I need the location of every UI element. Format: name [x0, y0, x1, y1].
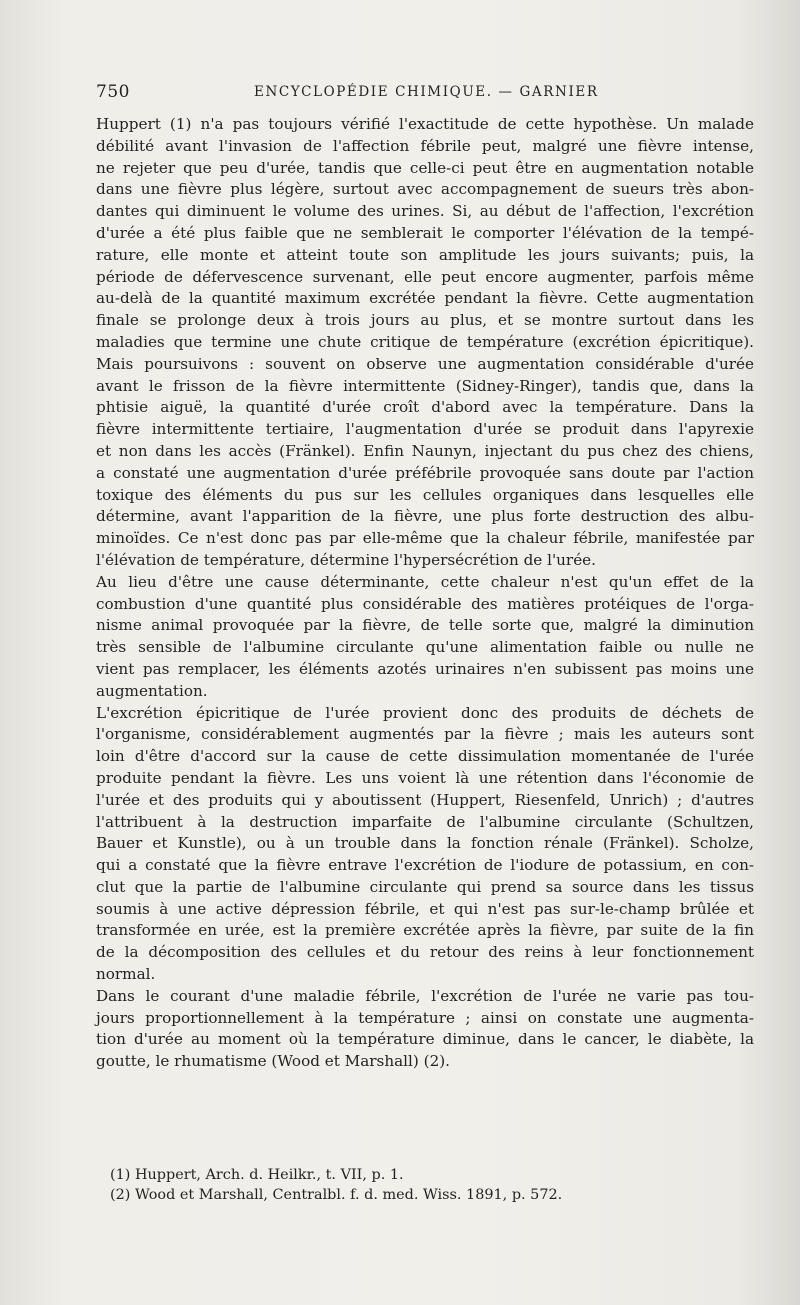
text-line: Bauer et Kunstle), ou à un trouble dans la fonction rénale (Fränkel). Scholze,	[96, 834, 754, 853]
text-line: minoïdes. Ce n'est donc pas par elle-même que la chaleur fébrile, manifestée par	[96, 529, 754, 548]
text-line: maladies que termine une chute critique de température (excrétion épicritique).	[96, 332, 754, 351]
text-line: goutte, le rhumatisme (Wood et Marshall) (2).	[96, 1052, 450, 1071]
text-line: l'élévation de température, détermine l'hypersécrétion de l'urée.	[96, 550, 597, 569]
text-line: Au lieu d'être une cause déterminante, cette chaleur n'est qu'un effet de la	[96, 572, 754, 591]
text-line: avant le frisson de la fièvre intermittente (Sidney-Ringer), tandis que, dans la	[96, 376, 754, 395]
text-line: Dans le courant d'une maladie fébrile, l'excrétion de l'urée ne varie pas tou-	[96, 986, 754, 1005]
text-line: a constaté une augmentation d'urée préfébrile provoquée sans doute par l'action	[96, 463, 754, 482]
text-line: l'attribuent à la destruction imparfaite de l'albumine circulante (Schultzen,	[96, 812, 754, 831]
text-line: transformée en urée, est la première excrétée après la fièvre, par suite de la fin	[96, 921, 754, 940]
running-head: ENCYCLOPÉDIE CHIMIQUE. — GARNIER	[254, 84, 599, 100]
text-line: l'organisme, considérablement augmentés par la fièvre ; mais les auteurs sont	[96, 725, 754, 744]
text-line: l'urée et des produits qui y aboutissent (Huppert, Riesenfeld, Unrich) ; d'autres	[96, 790, 754, 809]
page-number: 750	[96, 82, 130, 102]
text-line: rature, elle monte et atteint toute son amplitude les jours suivants; puis, la	[96, 245, 754, 264]
text-line: de la décomposition des cellules et du retour des reins à leur fonctionnement	[96, 943, 754, 962]
text-line: Mais poursuivons : souvent on observe une augmentation considérable d'urée	[96, 354, 754, 373]
text-line: clut que la partie de l'albumine circulante qui prend sa source dans les tissus	[96, 877, 754, 896]
text-line: produite pendant la fièvre. Les uns voient là une rétention dans l'économie de	[96, 768, 754, 787]
text-line: jours proportionnellement à la température ; ainsi on constate une augmenta-	[96, 1008, 754, 1027]
text-line: soumis à une active dépression fébrile, et qui n'est pas sur-le-champ brûlée et	[96, 899, 754, 918]
text-line: toxique des éléments du pus sur les cellules organiques dans lesquelles elle	[96, 485, 754, 504]
text-line: et non dans les accès (Fränkel). Enfin Naunyn, injectant du pus chez des chiens,	[96, 441, 754, 460]
text-line: vient pas remplacer, les éléments azotés urinaires n'en subissent pas moins une	[96, 659, 754, 678]
text-line: tion d'urée au moment où la température diminue, dans le cancer, le diabète, la	[96, 1030, 754, 1049]
text-line: combustion d'une quantité plus considérable des matières protéiques de l'orga-	[96, 594, 754, 613]
text-line: au-delà de la quantité maximum excrétée pendant la fièvre. Cette augmentation	[96, 289, 754, 308]
text-line: dans une fièvre plus légère, surtout avec accompagnement de sueurs très abon-	[96, 180, 754, 199]
text-line: augmentation.	[96, 681, 208, 700]
text-line: nisme animal provoquée par la fièvre, de telle sorte que, malgré la diminution	[96, 616, 754, 635]
text-line: loin d'être d'accord sur la cause de cette dissimulation momentanée de l'urée	[96, 747, 754, 766]
text-line: L'excrétion épicritique de l'urée provient donc des produits de déchets de	[96, 703, 754, 722]
footnote: (2) Wood et Marshall, Centralbl. f. d. med. Wiss. 1891, p. 572.	[110, 1187, 563, 1203]
text-line: très sensible de l'albumine circulante qu'une alimentation faible ou nulle ne	[96, 638, 754, 657]
text-line: normal.	[96, 965, 156, 984]
text-line: Huppert (1) n'a pas toujours vérifié l'exactitude de cette hypothèse. Un malade	[96, 115, 754, 133]
text-line: détermine, avant l'apparition de la fièvre, une plus forte destruction des albu-	[96, 507, 754, 526]
text-line: phtisie aiguë, la quantité d'urée croît d'abord avec la température. Dans la	[96, 398, 754, 417]
text-line: qui a constaté que la fièvre entrave l'excrétion de l'iodure de potassium, en con-	[96, 856, 754, 875]
text-line: débilité avant l'invasion de l'affection fébrile peut, malgré une fièvre intense,	[96, 136, 754, 155]
text-line: dantes qui diminuent le volume des urines. Si, au début de l'affection, l'excrétion	[96, 202, 754, 221]
text-line: d'urée a été plus faible que ne semblerait le comporter l'élévation de la tempé-	[96, 223, 754, 242]
body-text	[96, 114, 754, 1073]
text-line: ne rejeter que peu d'urée, tandis que celle-ci peut être en augmentation notable	[96, 158, 754, 177]
footnotes	[110, 1165, 750, 1205]
text-line: finale se prolonge deux à trois jours au plus, et se montre surtout dans les	[96, 311, 754, 330]
page-header	[96, 82, 756, 106]
text-line: période de défervescence survenant, elle peut encore augmenter, parfois même	[96, 267, 754, 286]
text-line: fièvre intermittente tertiaire, l'augmentation d'urée se produit dans l'apyrexie	[96, 420, 754, 439]
footnote: (1) Huppert, Arch. d. Heilkr., t. VII, p. 1.	[110, 1167, 404, 1183]
